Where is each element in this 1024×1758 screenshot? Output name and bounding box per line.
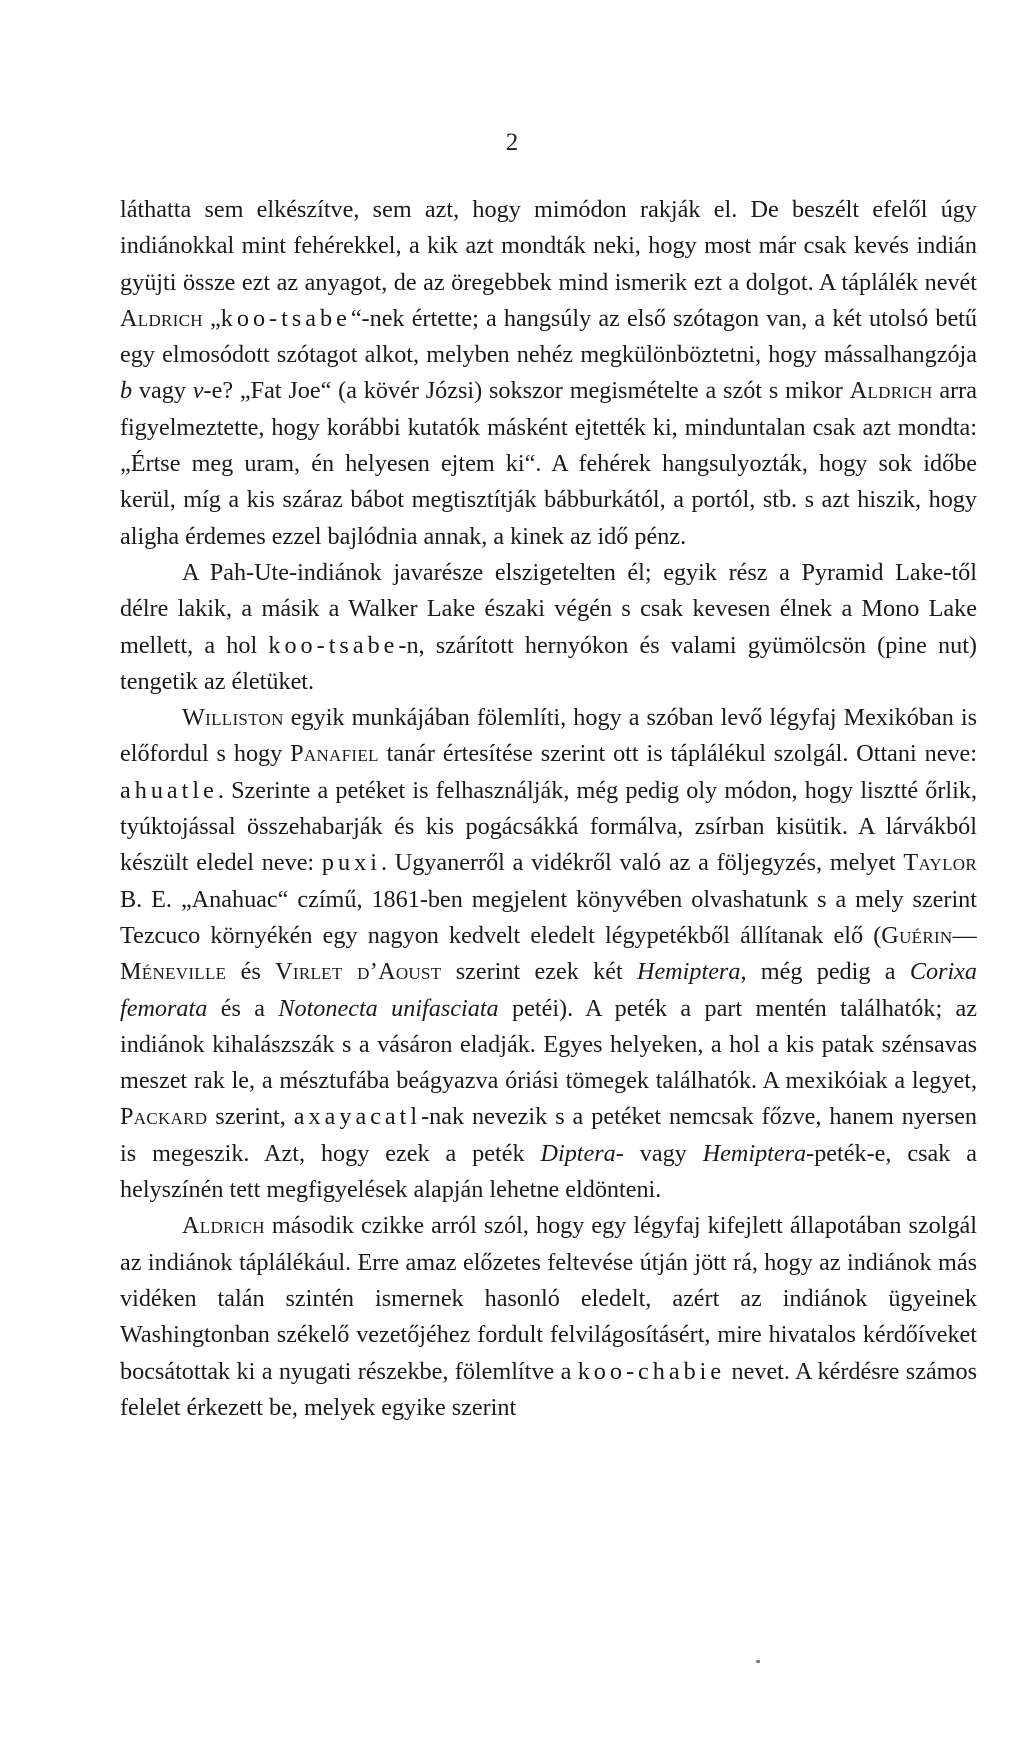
text-run: arra figyelmeztette, hogy korábbi kutatók másként ejtették ki, minduntalan csak azt mondta: „Értse meg uram, én helyesen ejtem ki“. A fehérek hangsulyozták, hogy sok időbe kerül, míg a kis száraz bábot megtisztítják bábburkától, a portól, stb. s azt hiszik, hogy aligha érdemes ezzel bajlódnia annak, a kinek az idő pénz.	[120, 377, 977, 550]
text-run: szerint,	[207, 1103, 294, 1131]
body-text	[120, 192, 977, 1426]
paragraph	[120, 1208, 977, 1426]
spaced-word: koo-tsabe	[220, 304, 351, 332]
text-run: B. E. „Anahuac“ czímű, 1861-ben megjelent könyvében olvashatunk s a mely szerint Tezcuco környékén egy nagyon kedvelt eledelt légypetékből állítanak elő (	[120, 885, 977, 949]
text-run: , még pedig a	[740, 958, 910, 986]
spaced-word: koo-chabie	[577, 1357, 726, 1385]
italic-term: Notonecta unifasciata	[278, 994, 499, 1022]
name-smallcaps: Packard	[120, 1103, 208, 1131]
page-number: 2	[505, 129, 519, 156]
italic-term: Hemiptera	[636, 958, 741, 986]
name-smallcaps: Taylor	[903, 849, 977, 877]
text-run: -nak nevezik s a petéket nemcsak főzve, hanem nyersen is megeszik. Azt, hogy ezek a peték	[120, 1103, 977, 1167]
spaced-word: axayacatl	[293, 1103, 422, 1131]
italic-term: Corixa femorata	[120, 958, 978, 1022]
text-run: szerint ezek két	[441, 958, 637, 986]
text-run: -n, szárított hernyókon és valami gyümölcsön (pine nut) tengetik az életüket.	[120, 631, 977, 695]
text-run: . Szerinte a petéket is felhasználják, még pedig oly módon, hogy lisztté őrlik, tyúktojással összehabarják és kis pogácsákká formálva, zsírban kisütik. A lárvákból készült eledel neve:	[120, 776, 977, 877]
spaced-word: koo-tsabe	[268, 631, 399, 659]
name-smallcaps: Panafiel	[290, 740, 379, 768]
text-run: láthatta sem elkészítve, sem azt, hogy mimódon rakják el. De beszélt efelől úgy indiánokkal mint fehérekkel, a kik azt mondták neki, hogy most már csak kevés indián gyüjti össze ezt az anyagot, de az öregebbek mind ismerik ezt a dolgot. A táplálék nevét	[120, 196, 977, 296]
text-run: -peték-e, csak a helyszínén tett megfigyelések alapján lehetne eldönteni.	[120, 1139, 978, 1204]
spaced-word: puxi	[321, 849, 381, 877]
text-run: tanár értesítése szerint ott is táplálékul szolgál. Ottani neve:	[378, 740, 977, 768]
text-run: egyik munkájában fölemlíti, hogy a szóban levő légyfaj Mexikóban is előfordul s hogy	[120, 704, 977, 768]
paragraph	[120, 700, 977, 1208]
name-smallcaps: Virlet d’Aoust	[275, 958, 442, 986]
italic-term: Diptera	[540, 1139, 616, 1167]
text-run: nevet. A kérdésre számos felelet érkezett be, melyek egyike szerint	[120, 1357, 977, 1421]
scan-speck	[756, 1660, 760, 1663]
text-run: és	[226, 958, 276, 986]
text-run: és a	[207, 994, 279, 1022]
name-smallcaps: Guérin—Méneville	[120, 921, 977, 986]
text-run: második czikke arról szól, hogy egy légyfaj kifejlett állapotában szolgál az indiánok táplálékául. Erre amaz előzetes feltevése útján jött rá, hogy az indiánok más vidéken talán szintén ismernek hasonló eledelt, azért az indiánok ügyeinek Washingtonban székelő vezetőjéhez fordult felvilágosításért, mire hivatalos kérdőíveket bocsátottak ki a nyugati részekbe, fölemlítve a	[120, 1212, 977, 1385]
name-smallcaps: Aldrich	[120, 304, 203, 332]
text-run: -e? „Fat Joe“ (a kövér Józsi) sokszor megismételte a szót s mikor	[203, 377, 850, 405]
text-run: A Pah-Ute-indiánok javarésze elszigetelten él; egyik rész a Pyramid Lake-től délre lakik, a másik a Walker Lake északi végén s csak kevesen élnek a Mono Lake mellett, a hol	[120, 558, 977, 659]
spaced-word: ahuatle	[120, 776, 218, 804]
paragraph	[120, 192, 977, 555]
paragraph	[120, 555, 977, 700]
name-smallcaps: Williston	[182, 704, 284, 732]
italic-term: Hemiptera	[702, 1139, 807, 1167]
text-run: petéi). A peték a part mentén találhatók; az indiánok kihalászszák s a vásáron eladják. Egyes helyeken, a hol a kis patak szénsavas meszet rak le, a mésztufába beágyazva óriási tömegek találhatók. A mexikóiak a legyet,	[120, 994, 978, 1095]
italic-term: v	[192, 377, 204, 405]
text-run: . Ugyanerről a vidékről való az a följegyzés, melyet	[380, 849, 904, 877]
text-run: „	[202, 304, 221, 332]
text-run: vagy	[132, 377, 193, 405]
text-run: “-nek értette; a hangsúly az első szótagon van, a két utolsó betű egy elmosódott szótagot alkot, melyben nehéz megkülönböztetni, hogy mássalhangzója	[120, 304, 977, 369]
italic-term: b	[120, 377, 133, 405]
text-run: - vagy	[615, 1139, 703, 1167]
name-smallcaps: Aldrich	[849, 377, 933, 405]
name-smallcaps: Aldrich	[182, 1212, 265, 1240]
